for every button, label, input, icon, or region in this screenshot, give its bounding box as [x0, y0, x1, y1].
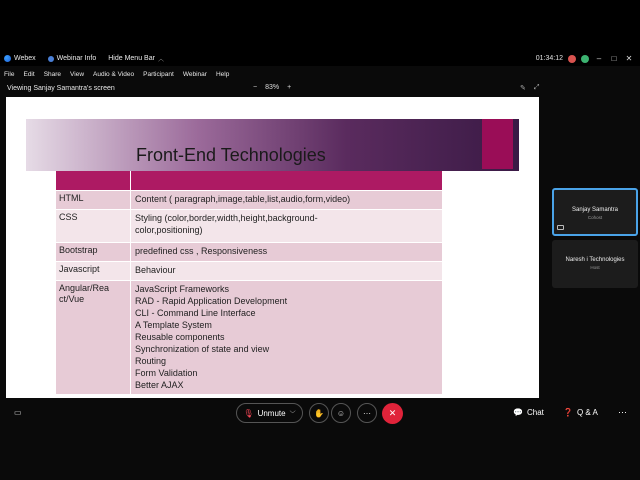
hide-menu-label: Hide Menu Bar	[108, 55, 155, 62]
participant-tile[interactable]	[552, 240, 638, 288]
slide-title: Front-End Technologies	[136, 145, 326, 165]
webex-logo-icon	[4, 55, 11, 62]
viewing-label: Viewing Sanjay Samantra's screen	[7, 85, 115, 92]
connection-status-icon[interactable]	[581, 55, 589, 63]
smiley-icon: ☺	[336, 408, 346, 418]
hide-menu-bar-button[interactable]	[108, 54, 164, 63]
table-row	[56, 190, 442, 209]
menu-webinar[interactable]: Webinar	[182, 70, 207, 78]
view-options	[520, 84, 539, 92]
chat-icon: 💬	[513, 408, 523, 417]
desc-line: color,positioning)	[135, 225, 203, 235]
participant-role: Host	[590, 265, 600, 270]
more-options-button[interactable]	[357, 403, 377, 423]
more-panels-icon[interactable]: ⋯	[618, 407, 627, 417]
desc-line: JavaScript Frameworks	[135, 284, 230, 294]
captions-icon[interactable]: ▭	[14, 408, 22, 417]
desc-line: A Template System	[135, 320, 212, 330]
chevron-down-icon[interactable]: ﹀	[289, 411, 296, 418]
table-header	[56, 171, 442, 190]
close-icon: ✕	[388, 408, 397, 418]
unmute-button[interactable]	[236, 403, 303, 423]
fullscreen-icon[interactable]: ⤢	[533, 84, 540, 91]
shared-screen[interactable]	[6, 97, 539, 398]
menu-bar	[0, 68, 640, 80]
viewing-bar	[0, 82, 546, 96]
info-icon	[48, 56, 54, 62]
chat-button[interactable]	[513, 408, 544, 417]
table-header-cell	[56, 171, 131, 190]
hand-icon: ✋	[314, 408, 324, 418]
maximize-button[interactable]: □	[611, 54, 617, 63]
table-row	[56, 209, 442, 242]
desc-cell	[131, 210, 442, 242]
table-row	[56, 280, 442, 394]
app-name: Webex	[14, 55, 36, 62]
chat-label: Chat	[526, 408, 544, 417]
desc-line: Better AJAX	[135, 380, 184, 390]
desc-line: CLI - Command Line Interface	[135, 308, 256, 318]
menu-audio-video[interactable]: Audio & Video	[93, 70, 135, 78]
title-bar-left	[4, 54, 164, 63]
webinar-info-button[interactable]	[48, 55, 97, 62]
close-button[interactable]: ✕	[625, 54, 633, 63]
zoom-out-button[interactable]: −	[253, 84, 258, 91]
tech-cell: Bootstrap	[56, 243, 131, 261]
camera-icon	[557, 225, 564, 230]
webinar-info-label: Webinar Info	[56, 55, 97, 62]
desc-cell	[131, 191, 442, 209]
desc-line: Styling (color,border,width,height,background-	[135, 213, 318, 223]
meeting-timer: 01:34:12	[535, 55, 563, 62]
leave-button[interactable]	[382, 403, 403, 424]
zoom-level[interactable]: 83%	[265, 84, 280, 91]
desc-cell	[131, 281, 442, 394]
control-bar	[0, 400, 640, 426]
desc-line: Reusable components	[135, 332, 225, 342]
more-icon: ⋯	[363, 408, 371, 418]
zoom-in-button[interactable]: +	[287, 84, 292, 91]
mic-off-icon: 🎙	[243, 408, 254, 418]
desc-line: Behaviour	[135, 265, 176, 275]
table-row	[56, 242, 442, 261]
participant-tile[interactable]	[552, 188, 638, 236]
tech-cell	[56, 281, 131, 394]
table-header-cell	[131, 171, 442, 190]
participant-name: Naresh i Technologies	[565, 257, 625, 263]
menu-file[interactable]: File	[4, 70, 15, 78]
tech-cell: HTML	[56, 191, 131, 209]
menu-view[interactable]: View	[70, 70, 85, 78]
qa-button[interactable]	[563, 408, 598, 417]
desc-cell	[131, 262, 442, 280]
title-bar	[0, 0, 640, 66]
chevron-up-icon: ︿	[157, 57, 164, 63]
tech-line: ct/Vue	[59, 294, 85, 304]
reactions-button[interactable]	[331, 403, 351, 423]
menu-participant[interactable]: Participant	[143, 70, 174, 78]
menu-help[interactable]: Help	[215, 70, 230, 78]
desc-line: Content ( paragraph,image,table,list,audio,form,video)	[135, 194, 351, 204]
tech-table	[56, 171, 442, 394]
desc-cell	[131, 243, 442, 261]
zoom-controls	[253, 84, 291, 91]
participants-panel	[552, 188, 638, 292]
menu-edit[interactable]: Edit	[23, 70, 35, 78]
minimize-button[interactable]: –	[596, 54, 602, 63]
raise-hand-button[interactable]	[309, 403, 329, 423]
annotate-icon[interactable]: ✎	[520, 85, 526, 92]
webex-app-menu[interactable]	[4, 55, 36, 62]
unmute-label: Unmute	[257, 408, 286, 418]
tech-cell: CSS	[56, 210, 131, 242]
title-bar-right	[536, 54, 634, 63]
qa-label: Q & A	[576, 408, 598, 417]
table-row	[56, 261, 442, 280]
tech-cell: Javascript	[56, 262, 131, 280]
participant-role: Cohost	[587, 215, 603, 220]
desc-line: Routing	[135, 356, 167, 366]
slide-accent-tab	[482, 119, 513, 169]
qa-icon: ❓	[563, 408, 573, 417]
desc-line: Synchronization of state and view	[135, 344, 270, 354]
tech-line: Angular/Rea	[59, 283, 110, 293]
participant-name: Sanjay Samantra	[571, 207, 619, 213]
desc-line: predefined css , Responsiveness	[135, 246, 268, 256]
recording-icon[interactable]	[568, 55, 576, 63]
menu-share[interactable]: Share	[43, 70, 62, 78]
desc-line: Form Validation	[135, 368, 198, 378]
desc-line: RAD - Rapid Application Development	[135, 296, 288, 306]
